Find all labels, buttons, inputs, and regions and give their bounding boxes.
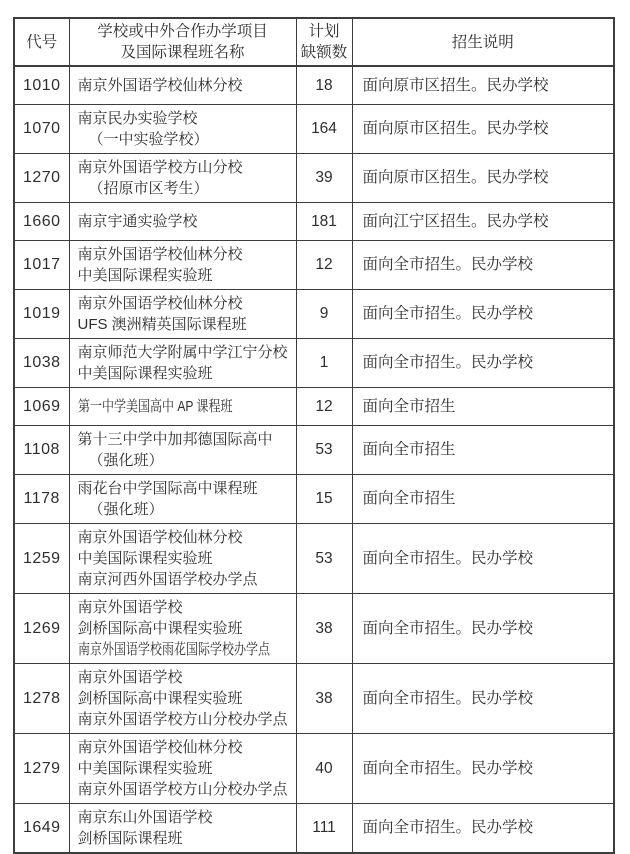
table-row	[14, 387, 614, 425]
cell-quota: 181	[296, 202, 352, 240]
cell-school-name	[69, 593, 296, 663]
cell-note: 面向全市招生。民办学校	[352, 338, 614, 387]
school-name-line: 南京外国语学校仙林分校	[77, 294, 243, 312]
school-name-line: 南京外国语学校仙林分校	[77, 76, 243, 94]
cell-school-name	[69, 202, 296, 240]
cell-quota: 38	[296, 663, 352, 733]
cell-code: 1269	[14, 593, 69, 663]
table-row	[14, 153, 614, 202]
school-name-line: 南京外国语学校仙林分校	[77, 245, 243, 263]
header-school-name-line2: 及国际课程班名称	[120, 44, 245, 61]
cell-code: 1178	[14, 474, 69, 523]
enrollment-table	[13, 17, 615, 854]
school-name-line: 南京东山外国语学校	[77, 808, 213, 826]
school-name-line: （一中实验学校）	[88, 130, 209, 148]
school-name-line: 中美国际课程实验班	[77, 759, 213, 777]
school-name-line: （强化班）	[88, 500, 164, 518]
cell-school-name	[69, 803, 296, 853]
school-name-line: 中美国际课程实验班	[77, 549, 213, 567]
school-name-line: 南京外国语学校雨花国际学校办学点	[77, 640, 270, 658]
table-row	[14, 474, 614, 523]
table-row	[14, 803, 614, 853]
school-name-line: 剑桥国际高中课程实验班	[77, 689, 243, 707]
cell-code: 1278	[14, 663, 69, 733]
cell-code: 1270	[14, 153, 69, 202]
header-row	[14, 18, 614, 66]
cell-quota: 1	[296, 338, 352, 387]
cell-note: 面向全市招生	[352, 387, 614, 425]
header-enrollment-note	[352, 18, 614, 66]
cell-code: 1017	[14, 240, 69, 289]
school-name-line: 南京外国语学校方山分校办学点	[77, 710, 288, 728]
header-code-label: 代号	[26, 33, 58, 51]
cell-note: 面向江宁区招生。民办学校	[352, 202, 614, 240]
header-plan-quota-line1: 计划	[308, 23, 340, 40]
cell-quota: 15	[296, 474, 352, 523]
table-body	[14, 66, 614, 853]
school-name-line: 南京河西外国语学校办学点	[77, 570, 258, 588]
cell-code: 1649	[14, 803, 69, 853]
table-row	[14, 733, 614, 803]
cell-code: 1038	[14, 338, 69, 387]
table-row	[14, 104, 614, 153]
cell-quota: 18	[296, 66, 352, 104]
school-name-line: UFS 澳洲精英国际课程班	[77, 315, 247, 333]
cell-quota: 39	[296, 153, 352, 202]
school-name-line: 南京外国语学校仙林分校	[77, 738, 243, 756]
school-name-line: 中美国际课程实验班	[77, 364, 213, 382]
table-row	[14, 240, 614, 289]
cell-school-name	[69, 153, 296, 202]
header-code	[14, 18, 69, 66]
cell-note: 面向全市招生。民办学校	[352, 523, 614, 593]
cell-quota: 111	[296, 803, 352, 853]
table-row	[14, 425, 614, 474]
cell-school-name	[69, 387, 296, 425]
school-name-line: （强化班）	[88, 451, 164, 469]
table-row	[14, 593, 614, 663]
cell-quota: 12	[296, 240, 352, 289]
cell-note: 面向原市区招生。民办学校	[352, 104, 614, 153]
school-name-line: 南京外国语学校	[77, 668, 183, 686]
school-name-line: 南京宇通实验学校	[77, 212, 198, 230]
header-plan-quota-line2: 缺额数	[300, 44, 348, 61]
cell-school-name	[69, 663, 296, 733]
school-name-line: 中美国际课程实验班	[77, 266, 213, 284]
cell-school-name	[69, 733, 296, 803]
cell-code: 1279	[14, 733, 69, 803]
cell-note: 面向全市招生	[352, 474, 614, 523]
cell-school-name	[69, 523, 296, 593]
table-row	[14, 523, 614, 593]
cell-note: 面向原市区招生。民办学校	[352, 153, 614, 202]
header-school-name	[69, 18, 296, 66]
cell-code: 1259	[14, 523, 69, 593]
school-name-line: （招原市区考生）	[88, 179, 209, 197]
school-name-line: 南京外国语学校方山分校办学点	[77, 780, 288, 798]
table-row	[14, 338, 614, 387]
cell-school-name	[69, 104, 296, 153]
cell-note: 面向全市招生。民办学校	[352, 240, 614, 289]
cell-note: 面向全市招生	[352, 425, 614, 474]
school-name-line: 南京民办实验学校	[77, 109, 198, 127]
table-header	[14, 18, 614, 66]
cell-note: 面向全市招生。民办学校	[352, 289, 614, 338]
cell-quota: 40	[296, 733, 352, 803]
cell-note: 面向全市招生。民办学校	[352, 593, 614, 663]
cell-code: 1108	[14, 425, 69, 474]
cell-note: 面向全市招生。民办学校	[352, 733, 614, 803]
cell-code: 1070	[14, 104, 69, 153]
school-name-line: 第十三中学中加邦德国际高中	[77, 430, 273, 448]
school-name-line: 南京师范大学附属中学江宁分校	[77, 343, 288, 361]
cell-note: 面向原市区招生。民办学校	[352, 66, 614, 104]
cell-code: 1019	[14, 289, 69, 338]
cell-school-name	[69, 289, 296, 338]
school-name-line: 南京外国语学校方山分校	[77, 158, 243, 176]
cell-school-name	[69, 338, 296, 387]
cell-note: 面向全市招生。民办学校	[352, 803, 614, 853]
cell-school-name	[69, 240, 296, 289]
cell-code: 1010	[14, 66, 69, 104]
table-row	[14, 202, 614, 240]
cell-school-name	[69, 66, 296, 104]
school-name-line: 雨花台中学国际高中课程班	[77, 479, 258, 497]
cell-quota: 53	[296, 425, 352, 474]
cell-quota: 9	[296, 289, 352, 338]
cell-code: 1069	[14, 387, 69, 425]
header-enrollment-note-label: 招生说明	[451, 33, 514, 51]
cell-school-name	[69, 425, 296, 474]
cell-note: 面向全市招生。民办学校	[352, 663, 614, 733]
cell-code: 1660	[14, 202, 69, 240]
header-school-name-line1: 学校或中外合作办学项目	[97, 23, 268, 40]
table-row	[14, 289, 614, 338]
table-row	[14, 66, 614, 104]
header-plan-quota	[296, 18, 352, 66]
cell-quota: 12	[296, 387, 352, 425]
school-name-line: 第一中学美国高中 AP 课程班	[77, 397, 232, 415]
school-name-line: 南京外国语学校仙林分校	[77, 528, 243, 546]
school-name-line: 剑桥国际课程班	[77, 829, 183, 847]
school-name-line: 南京外国语学校	[77, 598, 183, 616]
cell-quota: 53	[296, 523, 352, 593]
cell-quota: 164	[296, 104, 352, 153]
cell-school-name	[69, 474, 296, 523]
cell-quota: 38	[296, 593, 352, 663]
school-name-line: 剑桥国际高中课程实验班	[77, 619, 243, 637]
table-row	[14, 663, 614, 733]
